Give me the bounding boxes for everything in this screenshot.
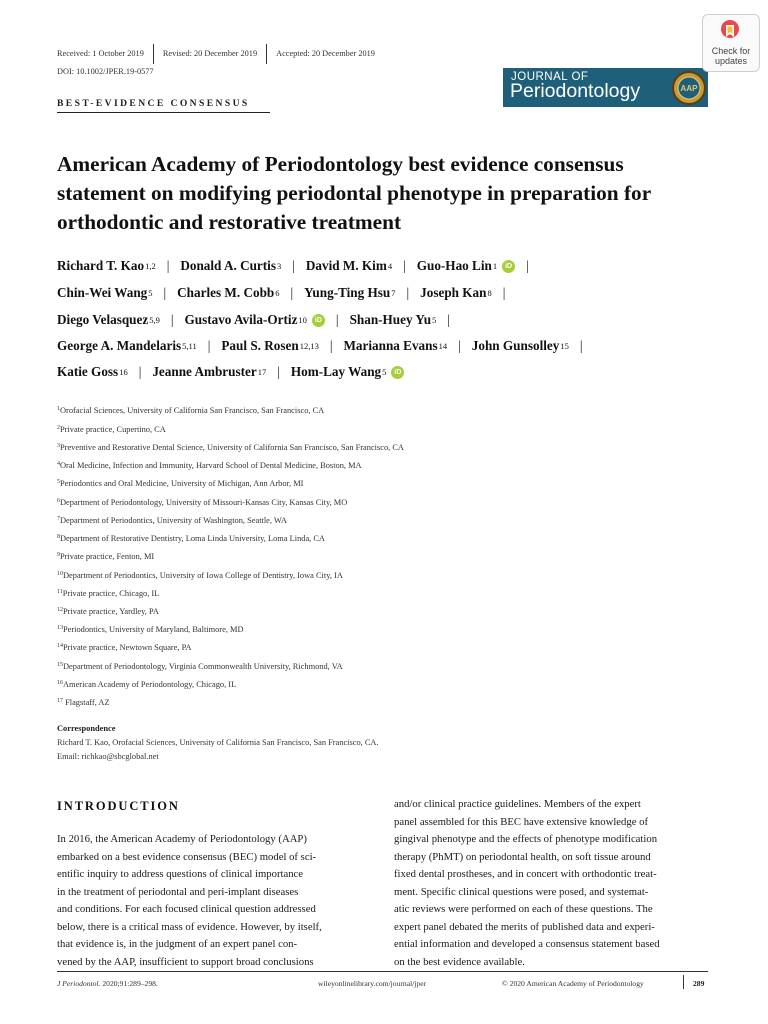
author-row xyxy=(57,285,516,301)
author-separator: | xyxy=(277,364,280,379)
author-row xyxy=(57,338,594,354)
section-label: BEST-EVIDENCE CONSENSUS xyxy=(57,98,250,109)
author-affil-sup: 6 xyxy=(275,288,280,298)
author-separator: | xyxy=(166,258,170,273)
author-name[interactable]: Joseph Kan xyxy=(420,285,487,300)
author-affil-sup: 7 xyxy=(391,288,396,298)
author-name[interactable]: George A. Mandelaris xyxy=(57,338,182,353)
author-affil-sup: 1 xyxy=(492,261,498,271)
affiliation xyxy=(57,516,287,525)
author-name[interactable]: Yung-Ting Hsu xyxy=(304,285,391,300)
body-line: therapy (PhMT) on periodontal health, on soft tissue around xyxy=(394,851,651,863)
affiliation-number: 2 xyxy=(57,425,60,431)
author-affil-sup: 5,11 xyxy=(182,341,197,351)
orcid-icon[interactable]: iD xyxy=(391,366,404,379)
affiliation-text: Department of Restorative Dentistry, Loma Linda University, Loma Linda, CA xyxy=(60,534,325,543)
affiliation-number: 7 xyxy=(57,516,60,522)
affiliation xyxy=(57,571,343,580)
body-line: that evidence is, in the judgment of an expert panel con- xyxy=(57,938,298,950)
author-affil-sup: 4 xyxy=(387,261,393,271)
affiliation-number: 8 xyxy=(57,534,60,540)
author-separator: | xyxy=(292,258,295,273)
affiliation-number: 15 xyxy=(57,662,63,668)
author-name[interactable]: Charles M. Cobb xyxy=(177,285,275,300)
affiliation-text: American Academy of Periodontology, Chicago, IL xyxy=(63,680,237,689)
affiliation xyxy=(57,625,244,634)
affiliation-number: 12 xyxy=(57,607,63,613)
affiliation-number: 17 xyxy=(57,698,63,704)
author-separator: | xyxy=(458,338,461,353)
affiliation-text: Preventive and Restorative Dental Science, University of California San Francisco, San Francisco, CA xyxy=(60,443,404,452)
author-affil-sup: 5,9 xyxy=(149,315,160,325)
author-name[interactable]: Guo-Hao Lin xyxy=(416,258,492,273)
accepted-date: Accepted: 20 December 2019 xyxy=(276,49,375,58)
affiliation-text: Department of Periodontics, University of Iowa College of Dentistry, Iowa City, IA xyxy=(63,571,343,580)
author-affil-sup: 5 xyxy=(148,288,153,298)
affiliation xyxy=(57,589,159,598)
footer-divider xyxy=(683,975,684,989)
affiliation-number: 3 xyxy=(57,443,60,449)
author-name[interactable]: Gustavo Avila-Ortiz xyxy=(184,312,298,327)
footer-url[interactable]: wileyonlinelibrary.com/journal/jper xyxy=(318,979,427,988)
author-row xyxy=(57,258,540,274)
affiliation-number: 13 xyxy=(57,625,63,631)
author-name[interactable]: Donald A. Curtis xyxy=(180,258,276,273)
footer-journal-abbrev: J Periodontol. xyxy=(57,979,101,988)
affiliation-text: Department of Periodontics, University of Washington, Seattle, WA xyxy=(60,516,287,525)
author-affil-sup: 16 xyxy=(119,367,128,377)
orcid-icon[interactable]: iD xyxy=(502,260,515,273)
author-separator: | xyxy=(207,338,211,353)
author-separator: | xyxy=(163,285,167,300)
affiliation-number: 9 xyxy=(57,552,60,558)
author-separator: | xyxy=(170,312,174,327)
body-line: ential information and developed a consensus statement based xyxy=(394,938,660,950)
affiliation xyxy=(57,662,343,671)
correspondence-heading: Correspondence xyxy=(57,724,116,733)
introduction-heading: INTRODUCTION xyxy=(57,799,180,813)
affiliation-number: 10 xyxy=(57,571,63,577)
affiliation-text: Private practice, Fenton, MI xyxy=(60,552,155,561)
author-separator: | xyxy=(406,285,410,300)
author-name[interactable]: David M. Kim xyxy=(305,258,387,273)
affiliation-number: 11 xyxy=(57,589,63,595)
bookmark-icon xyxy=(720,19,740,43)
author-row xyxy=(57,364,404,380)
author-name[interactable]: John Gunsolley xyxy=(471,338,560,353)
author-separator: | xyxy=(335,312,339,327)
author-name[interactable]: Chin-Wei Wang xyxy=(57,285,148,300)
footer-volume: 2020;91:289–298. xyxy=(100,979,158,988)
author-affil-sup: 3 xyxy=(276,261,282,271)
author-affil-sup: 17 xyxy=(257,367,267,377)
body-line: and/or clinical practice guidelines. Members of the expert xyxy=(394,798,641,810)
affiliation-text: Department of Periodontology, University of Missouri-Kansas City, Kansas City, MO xyxy=(60,498,348,507)
revised-date: Revised: 20 December 2019 xyxy=(162,49,258,58)
author-affil-sup: 15 xyxy=(560,341,569,351)
body-line: gingival phenotype and the effects of phenotype modification xyxy=(394,833,658,845)
doi[interactable]: DOI: 10.1002/JPER.19-0577 xyxy=(57,67,154,76)
affiliation xyxy=(57,607,159,616)
section-rule xyxy=(57,112,270,113)
journal-of-text: JOURNAL OF xyxy=(511,71,589,83)
updates-label: updates xyxy=(714,56,748,66)
affiliation-text: Oral Medicine, Infection and Immunity, Harvard School of Dental Medicine, Boston, MA xyxy=(60,461,362,470)
footer-rule xyxy=(57,971,708,972)
footer-citation xyxy=(57,979,158,988)
affiliation-number: 6 xyxy=(57,498,60,504)
affiliation xyxy=(57,479,303,488)
author-name[interactable]: Shan-Huey Yu xyxy=(349,312,432,327)
article-title: American Academy of Periodontology best evidence consensus statement on modifying periodontal phenotype in preparation for orthodontic and restorative treatment xyxy=(57,152,651,234)
correspondence-email[interactable]: Email: richkao@sbcglobal.net xyxy=(57,752,159,761)
affiliation-number: 5 xyxy=(57,479,60,485)
author-separator: | xyxy=(329,338,333,353)
affiliation xyxy=(57,425,166,434)
author-affil-sup: 5 xyxy=(432,315,437,325)
article-dates xyxy=(57,44,384,64)
affiliation xyxy=(57,680,236,689)
author-affil-sup: 10 xyxy=(298,315,307,325)
body-line: below, there is a critical mass of evidence. However, by itself, xyxy=(57,921,322,933)
author-row xyxy=(57,312,461,328)
affiliation xyxy=(57,552,154,561)
author-name[interactable]: Marianna Evans xyxy=(343,338,438,353)
affiliation xyxy=(57,698,110,707)
author-name[interactable]: Hom-Lay Wang xyxy=(290,364,382,379)
affiliation xyxy=(57,643,192,652)
author-name[interactable]: Jeanne Ambruster xyxy=(152,364,257,379)
author-affil-sup: 1,2 xyxy=(145,261,156,271)
body-line: in the treatment of periodontal and peri-implant diseases xyxy=(57,886,299,898)
body-line: atic reviews were performed on each of these questions. The xyxy=(394,903,653,915)
body-line: ment. Specific clinical questions were posed, and systemat- xyxy=(394,886,649,898)
correspondence-address: Richard T. Kao, Orofacial Sciences, University of California San Francisco, San Francisco, CA. xyxy=(57,738,379,747)
affiliation xyxy=(57,461,362,470)
affiliation-text: Private practice, Cupertino, CA xyxy=(60,425,166,434)
author-name[interactable]: Richard T. Kao xyxy=(57,258,145,273)
affiliation-number: 16 xyxy=(57,680,63,686)
author-separator: | xyxy=(403,258,406,273)
affiliation-number: 1 xyxy=(57,406,60,412)
author-separator: | xyxy=(290,285,294,300)
author-separator: | xyxy=(502,285,506,300)
body-line: expert panel debated the merits of published data and experi- xyxy=(394,921,655,933)
author-separator: | xyxy=(526,258,529,273)
author-affil-sup: 14 xyxy=(438,341,448,351)
body-line: In 2016, the American Academy of Periodontology (AAP) xyxy=(57,833,307,845)
body-line: panel assembled for this BEC have extensive knowledge of xyxy=(394,816,649,828)
affiliation-text: Department of Periodontology, Virginia Commonwealth University, Richmond, VA xyxy=(63,662,343,671)
aap-seal-icon xyxy=(671,70,707,106)
author-separator: | xyxy=(138,364,142,379)
affiliation-text: Flagstaff, AZ xyxy=(63,698,110,707)
footer-copyright: © 2020 American Academy of Periodontology xyxy=(502,979,644,988)
body-line: and conditions. For each focused clinical question addressed xyxy=(57,903,316,915)
affiliation xyxy=(57,406,324,415)
affiliation-text: Periodontics, University of Maryland, Baltimore, MD xyxy=(63,625,244,634)
affiliation-text: Private practice, Newtown Square, PA xyxy=(63,643,192,652)
orcid-icon[interactable]: iD xyxy=(312,314,325,327)
received-date: Received: 1 October 2019 xyxy=(57,49,144,58)
affiliation-text: Orofacial Sciences, University of California San Francisco, San Francisco, CA xyxy=(60,406,325,415)
author-name[interactable]: Katie Goss xyxy=(57,364,119,379)
affiliation-number: 14 xyxy=(57,643,63,649)
body-line: vened by the AAP, insufficient to support broad conclusions xyxy=(57,956,314,968)
author-affil-sup: 8 xyxy=(487,288,492,298)
affiliation xyxy=(57,498,347,507)
author-name[interactable]: Paul S. Rosen xyxy=(221,338,299,353)
author-affil-sup: 5 xyxy=(382,367,387,377)
author-separator: | xyxy=(447,312,450,327)
author-name[interactable]: Diego Velasquez xyxy=(57,312,149,327)
affiliation-number: 4 xyxy=(57,461,60,467)
affiliation-text: Periodontics and Oral Medicine, University of Michigan, Ann Arbor, MI xyxy=(60,479,304,488)
journal-name: Periodontology xyxy=(510,80,641,102)
affiliation-text: Private practice, Chicago, IL xyxy=(62,589,160,598)
affiliation xyxy=(57,534,325,543)
author-affil-sup: 12,13 xyxy=(299,341,319,351)
body-line: on the best evidence available. xyxy=(394,956,525,968)
page-number: 289 xyxy=(693,979,705,988)
body-line: embarked on a best evidence consensus (BEC) model of sci- xyxy=(57,851,317,863)
affiliation-text: Private practice, Yardley, PA xyxy=(63,607,159,616)
author-separator: | xyxy=(579,338,583,353)
body-line: fixed dental prostheses, and in concert with orthodontic treat- xyxy=(394,868,657,880)
affiliation xyxy=(57,443,404,452)
seal-text: AAP xyxy=(680,84,698,93)
body-line: entific inquiry to address questions of clinical importance xyxy=(57,868,304,880)
check-for-label: Check for xyxy=(711,46,751,56)
